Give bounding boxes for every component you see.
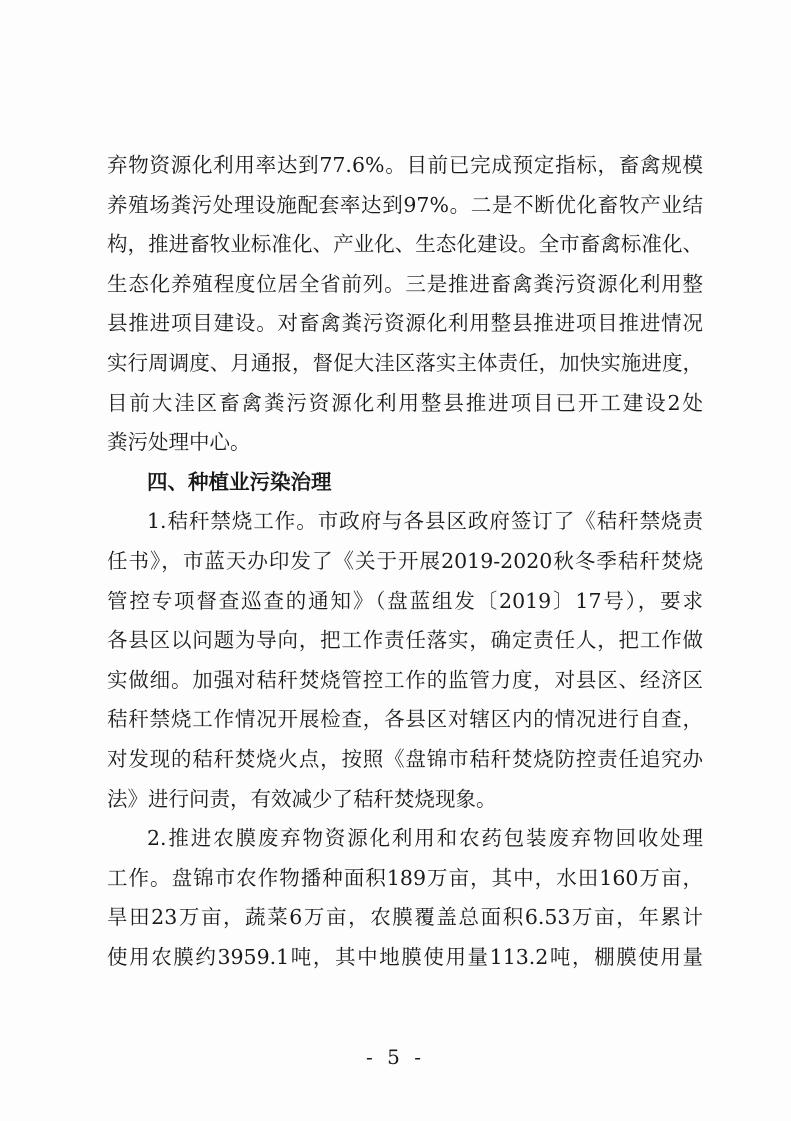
- document-body: [107, 146, 703, 977]
- text-line: 任书》，市蓝天办印发了《关于开展2019-2020秋冬季秸秆焚烧: [107, 548, 703, 573]
- paragraph-start: 2.推进农膜废弃物资源化利用和农药包装废弃物回收处理: [147, 826, 703, 851]
- text-line: 对发现的秸秆焚烧火点，按照《盘锦市秸秆焚烧防控责任追究办: [107, 746, 703, 771]
- text-line: 管控专项督查巡查的通知》（盘蓝组发〔2019〕17号），要求: [107, 588, 703, 613]
- text-line: 构，推进畜牧业标准化、产业化、生态化建设。全市畜禽标准化、: [107, 232, 703, 257]
- text-line: 秸秆禁烧工作情况开展检查，各县区对辖区内的情况进行自查，: [107, 707, 703, 732]
- text-line: 各县区以问题为导向，把工作责任落实，确定责任人，把工作做: [107, 628, 703, 653]
- text-line: 养殖场粪污处理设施配套率达到97%。二是不断优化畜牧产业结: [107, 192, 703, 217]
- text-line: 县推进项目建设。对畜禽粪污资源化利用整县推进项目推进情况: [107, 311, 703, 336]
- text-line: 实做细。加强对秸秆焚烧管控工作的监管力度，对县区、经济区: [107, 667, 703, 692]
- text-line: 使用农膜约3959.1吨，其中地膜使用量113.2吨，棚膜使用量: [107, 944, 703, 969]
- section-heading: 四、种植业污染治理: [147, 469, 332, 494]
- text-line: 实行周调度、月通报，督促大洼区落实主体责任，加快实施进度，: [107, 350, 703, 375]
- text-line: 工作。盘锦市农作物播种面积189万亩，其中，水田160万亩，: [107, 865, 703, 890]
- text-line: 弃物资源化利用率达到77.6%。目前已完成预定指标，畜禽规模: [107, 153, 703, 177]
- page-number: - 5 -: [366, 1045, 425, 1069]
- text-line: 旱田23万亩，蔬菜6万亩，农膜覆盖总面积6.53万亩，年累计: [107, 905, 703, 930]
- text-line: 生态化养殖程度位居全省前列。三是推进畜禽粪污资源化利用整: [107, 271, 703, 296]
- text-line: 法》进行问责，有效减少了秸秆焚烧现象。: [107, 786, 497, 811]
- text-line: 粪污处理中心。: [107, 430, 251, 455]
- paragraph-start: 1.秸秆禁烧工作。市政府与各县区政府签订了《秸秆禁烧责: [147, 509, 703, 534]
- text-line: 目前大洼区畜禽粪污资源化利用整县推进项目已开工建设2处: [107, 390, 703, 415]
